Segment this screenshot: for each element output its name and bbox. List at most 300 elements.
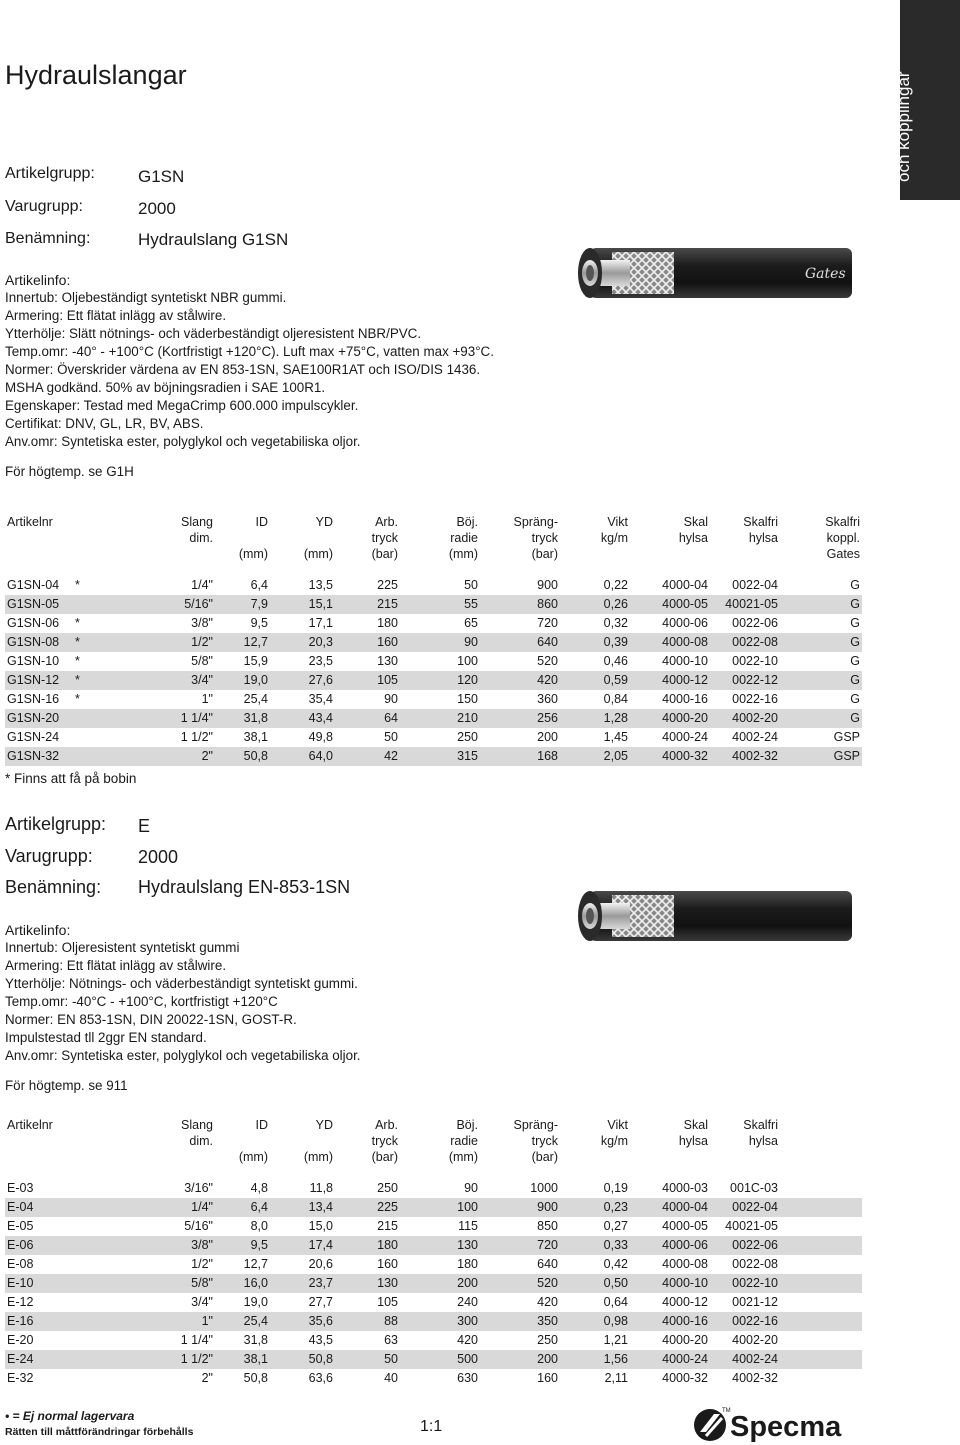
t1-header-cell: ID (mm) [238, 515, 268, 561]
table-cell: 1000 [530, 1181, 558, 1195]
t2-header-cell: Skal hylsa [678, 1118, 708, 1148]
table-cell: 900 [480, 1198, 560, 1217]
table-cell: 250 [377, 1181, 398, 1195]
varugrupp-value-2: 2000 [138, 847, 179, 867]
table-cell: E-20 [7, 1333, 34, 1347]
table-cell: 0022-10 [710, 1274, 780, 1293]
table-cell: 0022-08 [710, 633, 780, 652]
table-cell: 720 [537, 616, 558, 630]
table-cell: 1,45 [603, 730, 628, 744]
table-cell [73, 1331, 133, 1350]
table-cell: 520 [480, 1274, 560, 1293]
table-cell: 1,28 [560, 709, 630, 728]
table-cell: 500 [400, 1350, 480, 1369]
t1-header-cell: YD (mm) [303, 515, 333, 561]
footnote-bobin: * Finns att få på bobin [5, 771, 137, 786]
artikelinfo-heading-1: Artikelinfo: [5, 272, 71, 288]
table-cell: 38,1 [215, 1350, 270, 1369]
table-cell: G [780, 595, 862, 614]
table-cell: 4000-12 [630, 671, 710, 690]
table-cell: G [850, 692, 860, 706]
t1-header-cell: Skalfri koppl. Gates [825, 515, 860, 561]
table-cell: 3/8" [133, 1236, 215, 1255]
t1-header-cell: Vikt kg/m [600, 515, 628, 545]
table-cell: 3/8" [191, 616, 213, 630]
table-cell: 4000-08 [630, 633, 710, 652]
info-line: Innertub: Oljeresistent syntetiskt gummi [5, 940, 240, 955]
table-cell: 3/16" [184, 1181, 213, 1195]
varugrupp-label-2: Varugrupp: [5, 846, 93, 866]
table-cell: 130 [400, 1236, 480, 1255]
table-cell: 19,0 [215, 671, 270, 690]
table-cell [780, 1179, 862, 1198]
specma-logo [692, 1404, 867, 1442]
table-row [5, 1236, 862, 1255]
table-cell: 0,27 [603, 1219, 628, 1233]
table-cell: 50 [384, 730, 398, 744]
t1-header-cell: Spräng- tryck (bar) [513, 515, 558, 561]
table-cell: 4000-05 [630, 595, 710, 614]
table-cell: 13,4 [270, 1198, 335, 1217]
table-cell: 31,8 [215, 709, 270, 728]
table-cell: 4000-04 [662, 578, 708, 592]
table-cell: 850 [537, 1219, 558, 1233]
table-cell: 160 [377, 1257, 398, 1271]
table-cell: 3/4" [133, 671, 215, 690]
table-cell: 100 [457, 654, 478, 668]
table-row [5, 595, 862, 614]
t2-header-cell: ID (mm) [238, 1118, 268, 1164]
table-cell: G1SN-08 [5, 633, 73, 652]
table-row [5, 728, 862, 747]
table-cell: 256 [480, 709, 560, 728]
table-cell: 250 [537, 1333, 558, 1347]
t2-header-cell: Böj. radie (mm) [448, 1118, 478, 1164]
table-cell: * [75, 616, 80, 630]
table-cell: 4002-20 [710, 709, 780, 728]
table-cell: 4000-24 [662, 730, 708, 744]
table-cell: 215 [335, 595, 400, 614]
table-cell: 11,8 [309, 1181, 333, 1195]
table-cell: 0,50 [560, 1274, 630, 1293]
table-cell: 0022-08 [732, 1257, 778, 1271]
table-row [5, 1255, 862, 1274]
table-cell: 4000-32 [662, 1371, 708, 1385]
table-cell: 0,64 [603, 1295, 628, 1309]
table-row [5, 690, 862, 709]
table-cell: 160 [537, 1371, 558, 1385]
table-cell: G [850, 616, 860, 630]
table-cell [73, 1312, 133, 1331]
table-cell: 420 [457, 1333, 478, 1347]
benamning-value-2: Hydraulslang EN-853-1SN [138, 877, 351, 897]
table-cell [780, 1255, 862, 1274]
table-cell [73, 1236, 133, 1255]
table-row [5, 652, 862, 671]
table-cell: 225 [335, 1198, 400, 1217]
table-cell: 0,33 [560, 1236, 630, 1255]
info-line: Normer: Överskrider värdena av EN 853-1SN, SAE100R1AT och ISO/DIS 1436. [5, 362, 481, 377]
table-cell: 0022-06 [732, 616, 778, 630]
table-row [5, 709, 862, 728]
table-cell: 1,56 [560, 1350, 630, 1369]
table-cell: 8,0 [250, 1219, 268, 1233]
table-cell: 7,9 [215, 595, 270, 614]
artikelgrupp-value-2: E [138, 816, 151, 836]
table-cell: 4002-32 [732, 1371, 778, 1385]
table-cell: 130 [335, 1274, 400, 1293]
t2-header-cell: Artikelnr [7, 1118, 53, 1132]
table-cell: 49,8 [308, 730, 333, 744]
table-cell: G1SN-10 [7, 654, 60, 668]
table-cell: 9,5 [215, 1236, 270, 1255]
table-cell: 4002-20 [732, 1333, 778, 1347]
table-cell: * [75, 654, 80, 668]
table-cell: 20,3 [270, 633, 335, 652]
table-cell [73, 1255, 133, 1274]
table-cell: GSP [833, 730, 860, 744]
table-cell [780, 1369, 862, 1388]
footer-rights: Rätten till måttförändringar förbehålls [5, 1426, 194, 1438]
table-cell: 0,98 [560, 1312, 630, 1331]
table-cell: 4000-20 [662, 1333, 708, 1347]
info-line: Anv.omr: Syntetiska ester, polyglykol och vegetabiliska oljor. [5, 1048, 361, 1063]
table-cell: 420 [480, 671, 560, 690]
table-cell: 0022-04 [732, 578, 778, 592]
table-cell: G1SN-16 [7, 692, 60, 706]
table-cell: 43,4 [270, 709, 335, 728]
hose-brand-label: Gates [805, 266, 846, 282]
table-cell: E-05 [7, 1219, 34, 1233]
table-cell: 64,0 [270, 747, 335, 766]
table-cell: G1SN-24 [7, 730, 60, 744]
table-cell: 4000-16 [630, 1312, 710, 1331]
table-cell: 6,4 [250, 578, 268, 592]
info-line: Normer: EN 853-1SN, DIN 20022-1SN, GOST-R. [5, 1012, 297, 1027]
table-row [5, 1293, 862, 1312]
table-cell: 0,39 [560, 633, 630, 652]
table-row [5, 671, 862, 690]
artikelinfo-2 [5, 921, 361, 1065]
table-cell: 4000-20 [630, 709, 710, 728]
benamning-label-2: Benämning: [5, 877, 102, 897]
info-line: Ytterhölje: Slätt nötnings- och väderbeständigt oljeresistent NBR/PVC. [5, 326, 422, 341]
table-cell: 250 [457, 730, 478, 744]
table-row [5, 1312, 862, 1331]
table-cell: 640 [537, 1257, 558, 1271]
table-cell: 4002-24 [732, 730, 778, 744]
table-cell: 130 [377, 654, 398, 668]
table-cell: 12,7 [243, 1257, 268, 1271]
high-temp-note-1: För högtemp. se G1H [5, 464, 134, 479]
info-line: Armering: Ett flätat inlägg av stålwire. [5, 308, 227, 323]
benamning-label-1: Benämning: [5, 230, 91, 247]
table-cell: G1SN-05 [5, 595, 73, 614]
artikelgrupp-value-1: G1SN [138, 167, 185, 186]
table-cell: E-16 [5, 1312, 73, 1331]
table-cell: 1,21 [603, 1333, 628, 1347]
info-line: Innertub: Oljebeständigt syntetiskt NBR gummi. [5, 290, 287, 305]
table-cell: 1/2" [133, 633, 215, 652]
table-cell: 105 [377, 1295, 398, 1309]
table-cell: 4002-24 [710, 1350, 780, 1369]
info-line: Temp.omr: -40° - +100°C (Kortfristigt +120°C). Luft max +75°C, vatten max +93°C. [5, 344, 494, 359]
table-cell: 630 [457, 1371, 478, 1385]
table-cell: 4000-32 [630, 747, 710, 766]
t2-header-cell: Vikt kg/m [600, 1118, 628, 1148]
table-cell [73, 709, 133, 728]
table-cell: 4000-04 [630, 1198, 710, 1217]
table-cell: 15,1 [270, 595, 335, 614]
table-cell: 16,0 [215, 1274, 270, 1293]
table-cell: G [780, 633, 862, 652]
artikelgrupp-label-1: Artikelgrupp: [5, 165, 95, 182]
table-cell [73, 1350, 133, 1369]
varugrupp-value-1: 2000 [138, 199, 176, 218]
table-cell: G1SN-06 [7, 616, 60, 630]
table-cell: G1SN-20 [5, 709, 73, 728]
table-cell: 2,11 [604, 1371, 628, 1385]
table-cell: 27,6 [270, 671, 335, 690]
t2-header-cell-empty [780, 1117, 862, 1165]
table-cell: 88 [335, 1312, 400, 1331]
t2-header-cell: Slang dim. [181, 1118, 213, 1148]
logo-text: Specma [730, 1411, 842, 1442]
table-cell: E-10 [5, 1274, 73, 1293]
table-cell [780, 1350, 862, 1369]
info-line: MSHA godkänd. 50% av böjningsradien i SAE 100R1. [5, 380, 326, 395]
table-cell [73, 747, 133, 766]
table-cell: * [75, 692, 80, 706]
table-cell: E-32 [7, 1371, 34, 1385]
table-cell: 4000-16 [662, 692, 708, 706]
table-cell: 35,6 [270, 1312, 335, 1331]
table-cell: * [73, 633, 133, 652]
table-cell: 0,26 [560, 595, 630, 614]
table-cell: 13,5 [308, 578, 333, 592]
table-cell [73, 1198, 133, 1217]
table-cell: 17,1 [308, 616, 333, 630]
table-cell: 6,4 [215, 1198, 270, 1217]
table-cell: 0,42 [603, 1257, 628, 1271]
table-cell: 40 [384, 1371, 398, 1385]
table-cell: 160 [335, 633, 400, 652]
table-cell: 4000-10 [662, 654, 708, 668]
table-cell: 860 [480, 595, 560, 614]
table-cell: 1/2" [191, 1257, 213, 1271]
table-cell: 90 [384, 692, 398, 706]
table-cell: 2" [133, 747, 215, 766]
table-row [5, 614, 862, 633]
table-cell: G [850, 654, 860, 668]
table-cell: E-04 [5, 1198, 73, 1217]
table-cell [73, 728, 133, 747]
table-cell: 63 [384, 1333, 398, 1347]
table-cell: 12,7 [215, 633, 270, 652]
table-cell: 0,22 [603, 578, 628, 592]
spec-table-g1sn [5, 514, 862, 766]
table-cell: G [850, 578, 860, 592]
table-cell: 0022-16 [732, 692, 778, 706]
table-cell: 4000-24 [630, 1350, 710, 1369]
table-cell: 168 [480, 747, 560, 766]
table-cell: 1 1/2" [133, 1350, 215, 1369]
artikelinfo-heading-2: Artikelinfo: [5, 922, 71, 938]
footer-legend [5, 1408, 193, 1440]
t2-header-cell: Spräng- tryck (bar) [513, 1118, 558, 1164]
table-cell: 120 [400, 671, 480, 690]
table-cell: 350 [480, 1312, 560, 1331]
table-cell: 210 [400, 709, 480, 728]
t1-header-cell: Slang dim. [181, 515, 213, 545]
table-cell: 200 [480, 1350, 560, 1369]
table-cell: 40021-05 [725, 1219, 778, 1233]
table-cell: 105 [335, 671, 400, 690]
table-cell: 25,4 [215, 1312, 270, 1331]
table-cell: 43,5 [308, 1333, 333, 1347]
table-cell: E-03 [7, 1181, 34, 1195]
table-cell: * [75, 578, 80, 592]
table-cell: 50 [464, 578, 478, 592]
table-cell: 9,5 [250, 616, 268, 630]
table-cell: 100 [400, 1198, 480, 1217]
table-cell: 1" [201, 692, 213, 706]
hose-image-g1sn [570, 220, 855, 325]
table-cell: 4000-08 [662, 1257, 708, 1271]
table-row [5, 576, 862, 595]
table-cell: 0,19 [603, 1181, 628, 1195]
table-cell: G [780, 709, 862, 728]
table-cell: E-08 [7, 1257, 34, 1271]
varugrupp-label-1: Varugrupp: [5, 198, 83, 215]
table-cell [780, 1236, 862, 1255]
table-cell: 1/4" [133, 1198, 215, 1217]
table-cell: 90 [400, 633, 480, 652]
table-cell: 4002-32 [710, 747, 780, 766]
table-cell: 4000-06 [662, 616, 708, 630]
table-header-row [5, 514, 862, 562]
table-cell: 5/16" [133, 595, 215, 614]
table-cell: 0,84 [603, 692, 628, 706]
table-row [5, 1217, 862, 1236]
table-cell: 1" [133, 1312, 215, 1331]
table-cell [780, 1293, 862, 1312]
table-cell: 001C-03 [730, 1181, 778, 1195]
table-cell: 200 [400, 1274, 480, 1293]
artikelgrupp-label-2: Artikelgrupp: [5, 814, 107, 834]
info-line: Ytterhölje: Nötnings- och väderbeständigt syntetiskt gummi. [5, 976, 358, 991]
table-cell: 50,8 [215, 747, 270, 766]
table-cell: 4000-05 [662, 1219, 708, 1233]
t1-header-cell: Arb. tryck (bar) [371, 515, 398, 561]
table-spacer-row [5, 1165, 862, 1179]
table-cell: 15,9 [243, 654, 268, 668]
spec-table-en853 [5, 1117, 862, 1388]
t2-header-cell: YD (mm) [303, 1118, 333, 1164]
table-cell: 50,8 [270, 1350, 335, 1369]
table-cell: 50,8 [243, 1371, 268, 1385]
table-cell: 240 [457, 1295, 478, 1309]
table-cell: 65 [464, 616, 478, 630]
table-cell: 180 [457, 1257, 478, 1271]
table-cell: 4000-03 [662, 1181, 708, 1195]
table-cell: * [73, 671, 133, 690]
footer-legend-text: • = Ej normal lagervara [5, 1409, 135, 1423]
t2-header-cell: Arb. tryck (bar) [371, 1118, 398, 1164]
table-cell: 640 [480, 633, 560, 652]
table-cell [73, 1293, 133, 1312]
table-cell: 23,5 [308, 654, 333, 668]
table-cell [73, 1217, 133, 1236]
table-cell: 1 1/2" [180, 730, 213, 744]
table-cell [780, 1274, 862, 1293]
info-line: Temp.omr: -40°C - +100°C, kortfristigt +120°C [5, 994, 278, 1009]
table-cell: 17,4 [270, 1236, 335, 1255]
table-cell: 35,4 [308, 692, 333, 706]
table-cell: 900 [537, 578, 558, 592]
table-cell: 38,1 [243, 730, 268, 744]
info-line: Armering: Ett flätat inlägg av stålwire. [5, 958, 227, 973]
table-cell: 90 [464, 1181, 478, 1195]
table-cell: 2,05 [560, 747, 630, 766]
table-cell: 23,7 [270, 1274, 335, 1293]
benamning-value-1: Hydraulslang G1SN [138, 230, 289, 249]
table-cell: E-24 [5, 1350, 73, 1369]
table-cell: 0022-16 [710, 1312, 780, 1331]
table-cell: 27,7 [308, 1295, 333, 1309]
table-spacer-row [5, 562, 862, 576]
page-title: Hydraulslangar [5, 60, 187, 90]
t1-header-cell [73, 514, 133, 562]
table-cell [780, 1198, 862, 1217]
table-cell: G1SN-04 [7, 578, 60, 592]
table-row [5, 1274, 862, 1293]
info-line: Certifikat: DNV, GL, LR, BV, ABS. [5, 416, 204, 431]
table-cell: 19,0 [243, 1295, 268, 1309]
table-cell: 5/8" [191, 654, 213, 668]
table-cell: 4,8 [250, 1181, 268, 1195]
table-cell: 2" [201, 1371, 213, 1385]
table-cell: E-12 [7, 1295, 34, 1309]
table-cell: E-06 [5, 1236, 73, 1255]
table-cell: 300 [400, 1312, 480, 1331]
table-row [5, 1369, 862, 1388]
table-cell: 20,6 [308, 1257, 333, 1271]
table-cell: 520 [537, 654, 558, 668]
table-row [5, 747, 862, 766]
table-cell: 42 [335, 747, 400, 766]
table-cell: 5/16" [184, 1219, 213, 1233]
table-cell: 0022-10 [732, 654, 778, 668]
table-cell: 315 [400, 747, 480, 766]
table-cell: GSP [780, 747, 862, 766]
table-row [5, 1198, 862, 1217]
table-cell [780, 1312, 862, 1331]
table-cell: 64 [335, 709, 400, 728]
table-row [5, 633, 862, 652]
t1-header-cell: Skal hylsa [678, 515, 708, 545]
table-cell: 180 [377, 616, 398, 630]
table-cell: 40021-05 [710, 595, 780, 614]
table-cell: 225 [377, 578, 398, 592]
t2-header-cell: Skalfri hylsa [743, 1118, 778, 1148]
info-line: Impulstestad tll 2ggr EN standard. [5, 1030, 207, 1045]
table-cell: 1/4" [191, 578, 213, 592]
table-cell: 55 [400, 595, 480, 614]
table-cell [780, 1331, 862, 1350]
table-cell: G1SN-12 [5, 671, 73, 690]
table-cell: 115 [458, 1219, 478, 1233]
